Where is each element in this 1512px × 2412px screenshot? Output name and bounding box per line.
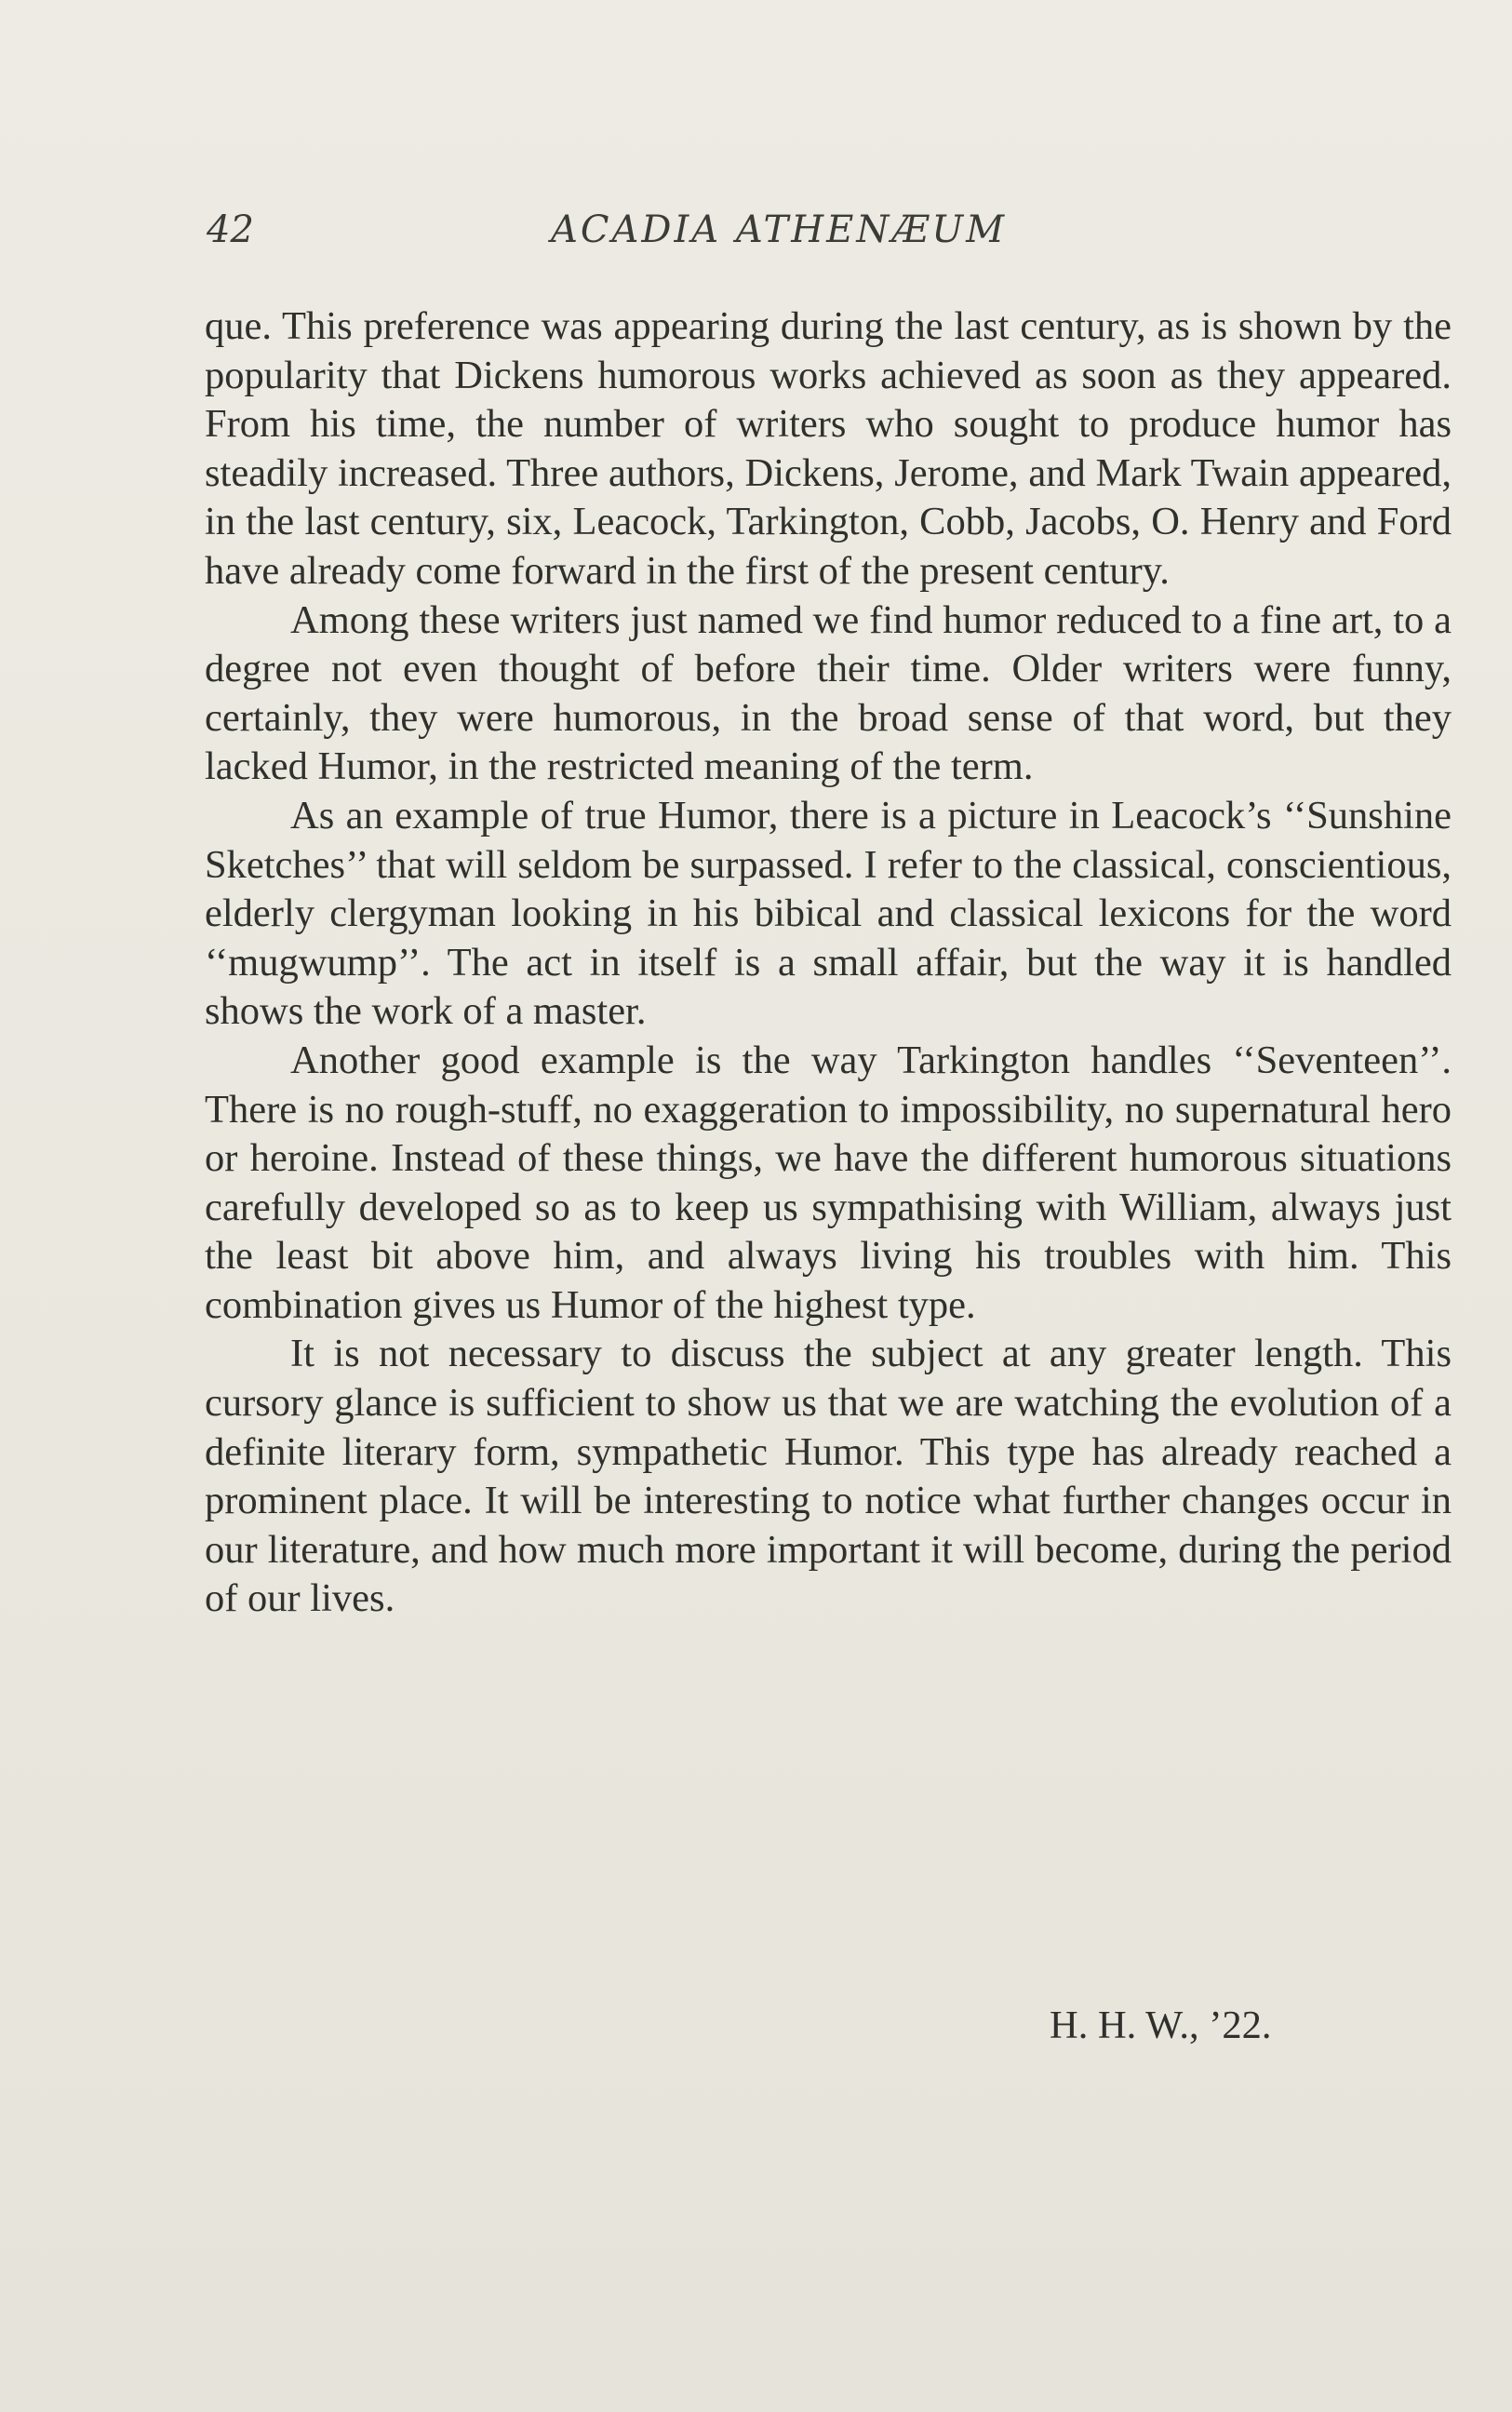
paragraph: As an example of true Humor, there is a picture in Leacock’s ‘‘Sunshine Sketches’’ that will seldom be surpassed. I refer to the classical, conscientious, elderly clergyman looking in his bibical and classical lexicons for the word ‘‘mugwump’’. The act in itself is a small affair, but the way it is handled shows the work of a master. (205, 793, 1452, 1034)
author-signature: H. H. W., ’22. (1050, 2003, 1272, 2047)
article-body (205, 302, 1452, 1624)
page-number: 42 (207, 208, 254, 251)
paragraph: Among these writers just named we find humor reduced to a fine art, to a degree not even thought of before their time. Older writers were funny, certainly, they were humorous, in the broad sense of that word, but they lacked Humor, in the restricted meaning of the term. (205, 597, 1452, 789)
paragraph-continuation: que. This preference was appearing during the last century, as is shown by the popularity that Dickens humorous works achieved as soon as they appeared. From his time, the number of writers who sought to produce humor has steadily increased. Three authors, Dickens, Jerome, and Mark Twain appeared, in the last century, six, Leacock, Tarkington, Cobb, Jacobs, O. Henry and Ford have already come forward in the first of the present century. (205, 304, 1452, 593)
paragraph: Another good example is the way Tarkington handles ‘‘Seventeen’’. There is no rough-stuff, no exaggeration to impossibility, no supernatural hero or heroine. Instead of these things, we have the different humorous situations carefully developed so as to keep us sympathising with William, always just the least bit above him, and always living his troubles with him. This combination gives us Humor of the highest type. (205, 1038, 1452, 1327)
page-header (207, 208, 1453, 264)
running-title: ACADIA ATHENÆUM (551, 208, 1008, 251)
paragraph: It is not necessary to discuss the subject at any greater length. This cursory glance is sufficient to show us that we are watching the evolution of a definite literary form, sympathetic Humor. This type has already reached a prominent place. It will be interesting to notice what further changes occur in our literature, and how much more important it will become, during the period of our lives. (205, 1332, 1452, 1621)
